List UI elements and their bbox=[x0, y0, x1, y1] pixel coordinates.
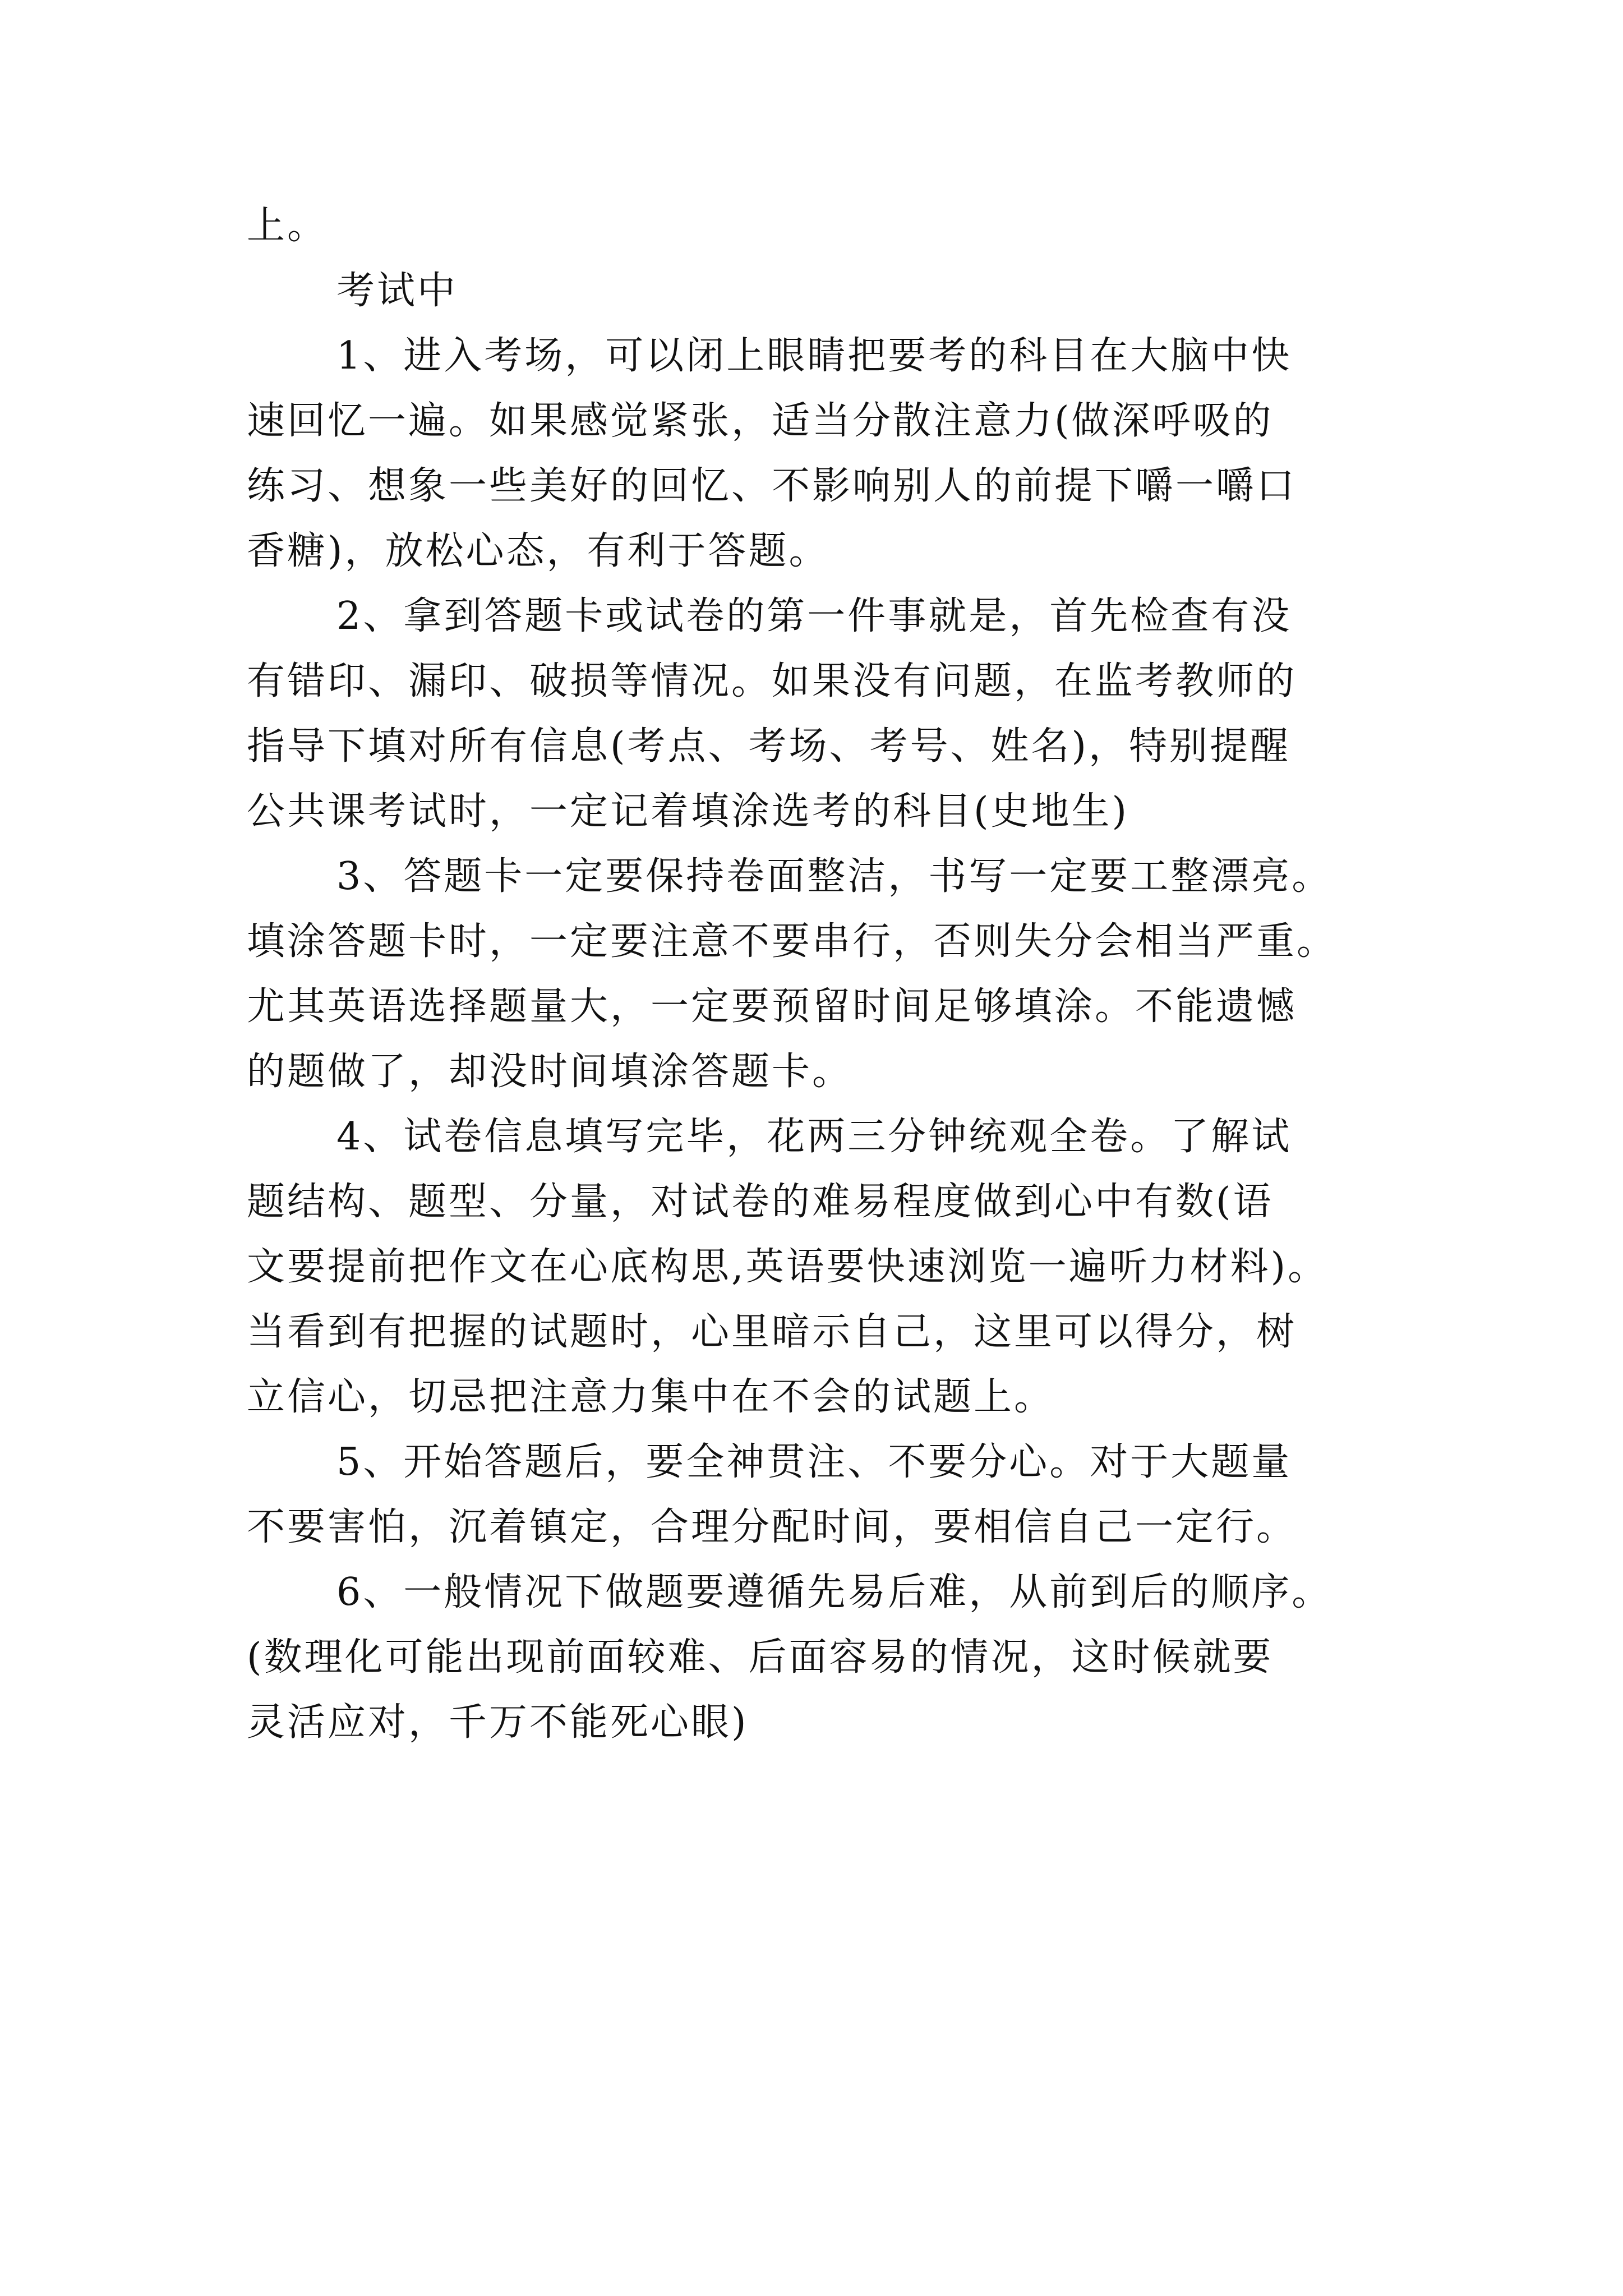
line-17: 文要提前把作文在心底构思,英语要快速浏览一遍听力材料)。 bbox=[247, 1245, 1329, 1289]
line-15: 4、试卷信息填写完毕，花两三分钟统观全卷。了解试 bbox=[336, 1115, 1292, 1159]
line-14: 的题做了，却没时间填涂答题卡。 bbox=[247, 1050, 853, 1094]
line-5: 练习、想象一些美好的回忆、不影响别人的前提下嚼一嚼口 bbox=[247, 464, 1297, 508]
line-19: 立信心，切忌把注意力集中在不会的试题上。 bbox=[247, 1375, 1055, 1419]
line-7: 2、拿到答题卡或试卷的第一件事就是，首先检查有没 bbox=[336, 594, 1292, 638]
section-heading: 考试中 bbox=[336, 269, 458, 313]
line-20: 5、开始答题后，要全神贯注、不要分心。对于大题量 bbox=[336, 1440, 1292, 1484]
line-22: 6、一般情况下做题要遵循先易后难，从前到后的顺序。 bbox=[336, 1570, 1332, 1614]
line-4: 速回忆一遍。如果感觉紧张，适当分散注意力(做深呼吸的 bbox=[247, 399, 1274, 443]
line-13: 尤其英语选择题量大，一定要预留时间足够填涂。不能遗憾 bbox=[247, 984, 1297, 1029]
line-8: 有错印、漏印、破损等情况。如果没有问题，在监考教师的 bbox=[247, 659, 1297, 703]
line-24: 灵活应对，千万不能死心眼) bbox=[247, 1700, 749, 1745]
line-1: 上。 bbox=[247, 204, 328, 248]
line-10: 公共课考试时，一定记着填涂选考的科目(史地生) bbox=[247, 789, 1129, 834]
line-21: 不要害怕，沉着镇定，合理分配时间，要相信自己一定行。 bbox=[247, 1505, 1297, 1549]
line-23: (数理化可能出现前面较难、后面容易的情况，这时候就要 bbox=[247, 1635, 1274, 1680]
document-body bbox=[247, 194, 1402, 1755]
line-3: 1、进入考场，可以闭上眼睛把要考的科目在大脑中快 bbox=[336, 334, 1292, 378]
line-12: 填涂答题卡时，一定要注意不要串行，否则失分会相当严重。 bbox=[247, 919, 1338, 964]
line-11: 3、答题卡一定要保持卷面整洁，书写一定要工整漂亮。 bbox=[336, 854, 1332, 899]
line-18: 当看到有把握的试题时，心里暗示自己，这里可以得分，树 bbox=[247, 1310, 1297, 1354]
line-16: 题结构、题型、分量，对试卷的难易程度做到心中有数(语 bbox=[247, 1180, 1274, 1224]
line-6: 香糖)，放松心态，有利于答题。 bbox=[247, 529, 829, 573]
line-9: 指导下填对所有信息(考点、考场、考号、姓名)，特别提醒 bbox=[247, 724, 1291, 769]
